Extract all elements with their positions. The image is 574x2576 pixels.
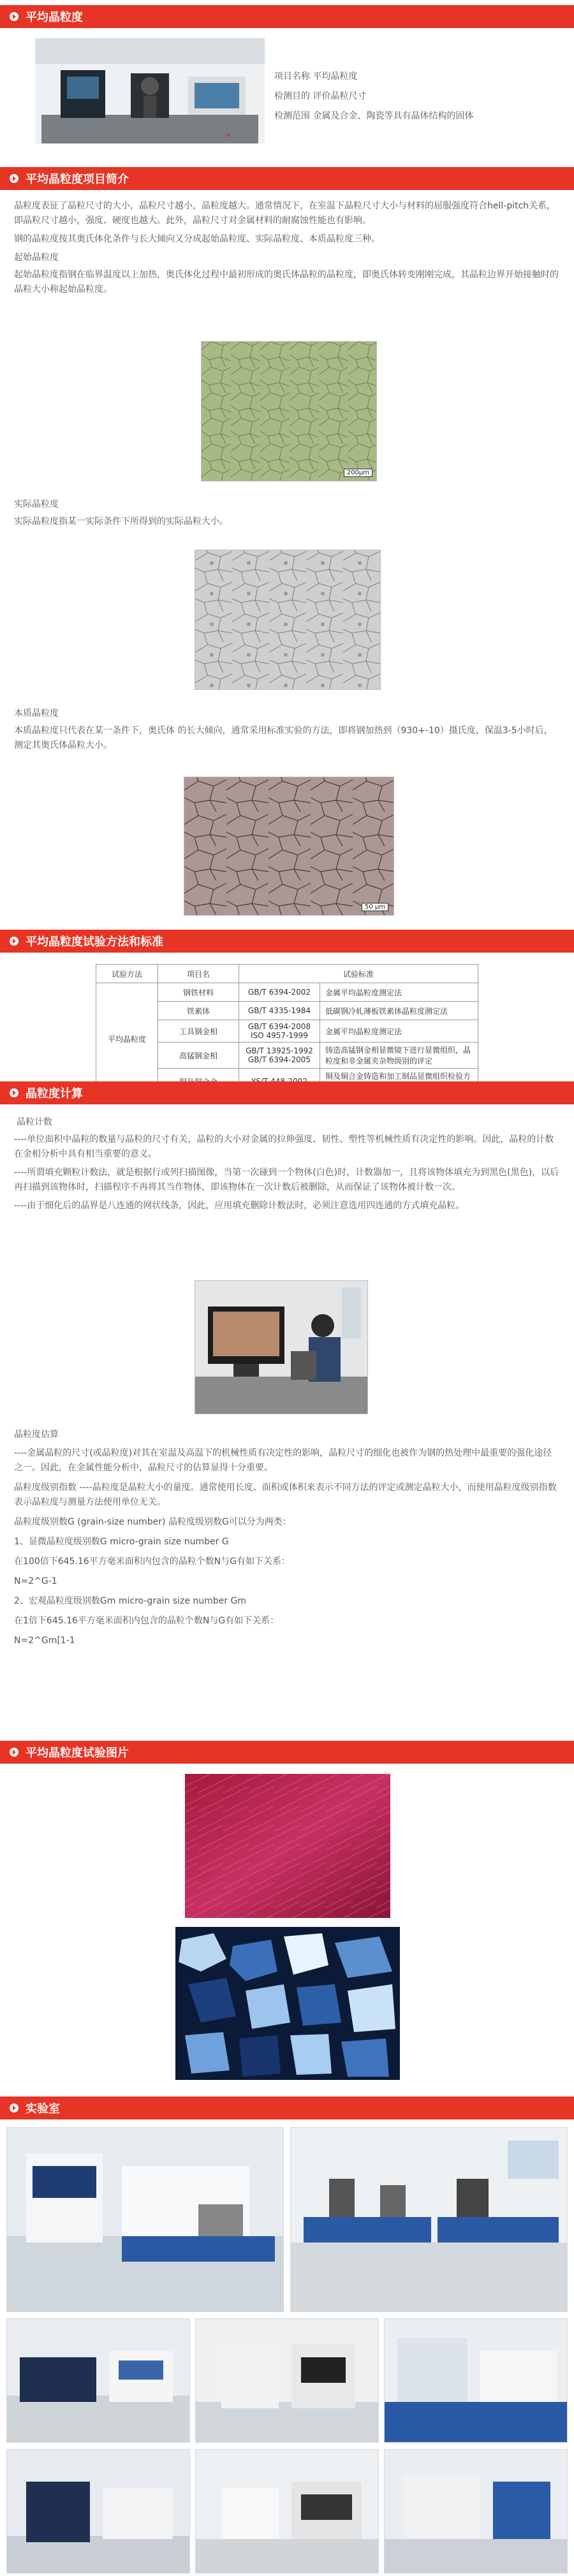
lab-photo — [6, 2127, 284, 2312]
purpose: 检测目的 评价晶粒尺寸 — [274, 91, 367, 101]
code-cell: GB/T 13925-1992 GB/T 6394-2005 — [239, 1043, 320, 1069]
micrograph-actual — [195, 550, 381, 690]
formula-2: N=2^Gm[1-1 — [14, 1636, 75, 1646]
code-cell: GB/T 4335-1984 — [239, 1002, 320, 1020]
intrinsic-heading: 本质晶粒度 — [14, 708, 59, 719]
desc-cell: 铜及铜合金铸造和加工制品显微组织检验方 — [320, 1069, 478, 1095]
table-header: 试验标准 — [239, 965, 478, 983]
header-photo — [35, 38, 265, 143]
arrow-icon — [9, 1088, 19, 1098]
section-header-images — [0, 1741, 574, 1764]
header-info — [274, 67, 473, 126]
estimation-3: 晶粒度级别数G (grain-size number) 晶粒度级别数G可以分为两类： — [14, 1517, 291, 1527]
lab-photo — [195, 2449, 379, 2573]
intro-paragraph-2: 钢的晶粒度按其奥氏体化条件与长大倾向又分成起始晶粒度、实际晶粒度、本质晶粒度三种。 — [14, 234, 380, 244]
section-title: 晶粒度计算 — [26, 1087, 83, 1101]
item-cell: 高锰钢金相 — [158, 1043, 239, 1069]
standards-table — [96, 964, 478, 1095]
section-title: 平均晶粒度试验方法和标准 — [26, 935, 163, 949]
desc-cell: 金属平均晶粒度测定法 — [320, 983, 478, 1002]
table-header: 项目名 — [158, 965, 239, 983]
arrow-icon — [9, 11, 19, 22]
estimation-5: 在100倍下645.16平方毫米面积内包含的晶粒个数N与G有如下关系： — [14, 1556, 291, 1567]
lab-photo-grid — [0, 2127, 574, 2576]
table-header: 试验方法 — [96, 965, 158, 983]
estimation-heading: 晶粒度估算 — [14, 1430, 59, 1440]
arrow-icon — [9, 936, 19, 946]
desc-cell: 金属平均晶粒度测定法 — [320, 1020, 478, 1043]
estimation-8: 在1倍下645.16平方毫米面积内包含的晶粒个数N与G有如下关系： — [14, 1616, 279, 1626]
intro-paragraph-1: 晶粒度表征了晶粒尺寸的大小，晶粒尺寸越小，晶粒度越大。通常情况下，在室温下晶粒尺寸大小与材料的屈服强度符合hell-pitch关系，即晶粒尺寸越小，强度、硬度也越大。此外，晶粒尺寸对金属材料的耐腐蚀性能也有影响。 — [14, 201, 556, 226]
item-name: 项目名称 平均晶粒度 — [274, 71, 358, 82]
item-cell: 钢铁材料 — [158, 983, 239, 1002]
test-image-blue — [175, 1927, 400, 2080]
start-paragraph: 起始晶粒度指钢在临界温度以上加热，奥氏体化过程中最初形成的奥氏体晶粒的晶粒度，即奥氏体转变刚刚完成，其晶粒边界开始接触时的晶粒大小称起始晶粒度。 — [14, 270, 559, 295]
section-title: 平均晶粒度 — [26, 11, 83, 24]
section-header-standards — [0, 930, 574, 953]
scale-bar-label: 200μm — [344, 469, 372, 477]
section-title: 实验室 — [26, 2102, 60, 2116]
estimation-7: 2、宏观晶粒度级别数Gm micro-grain size number Gm — [14, 1596, 246, 1606]
section-header-intro — [0, 167, 574, 190]
section-header-lab — [0, 2097, 574, 2119]
actual-paragraph: 实际晶粒度指某一实际条件下所得到的实际晶粒大小。 — [14, 516, 228, 527]
desc-cell: 铸造高锰钢金相显微镜下进行显微组织，晶粒度和非金属夹杂物级别的评定 — [320, 1043, 478, 1069]
desc-cell: 低碳钢冷轧薄板铁素体晶粒度测定法 — [320, 1002, 478, 1020]
micrograph-intrinsic — [184, 777, 394, 916]
test-image-red — [185, 1774, 390, 1918]
grain-count-heading: 晶粒计数 — [17, 1117, 52, 1127]
code-cell: GB/T 6394-2002 — [239, 983, 320, 1002]
lab-photo — [195, 2318, 379, 2443]
method-cell: 平均晶粒度 — [96, 983, 158, 1095]
lab-photo-microscope — [195, 1280, 368, 1414]
scope: 检测范围 金属及合金、陶瓷等具有晶体结构的固体 — [274, 111, 474, 121]
section-header-calculation — [0, 1081, 574, 1104]
estimation-2: 晶粒度级别指数 ----晶粒度是晶粒大小的量度。通常使用长度、面积或体积来表示不同方法的评定或测定晶粒大小，而使用晶粒度级别指数表示晶粒度与测量方法使用单位无关。 — [14, 1482, 557, 1507]
code-cell: GB/T 6394-2008 ISO 4957-1999 — [239, 1020, 320, 1043]
micrograph-start — [201, 341, 377, 481]
arrow-icon — [9, 2103, 19, 2113]
section-title: 平均晶粒度试验图片 — [26, 1746, 129, 1760]
start-heading: 起始晶粒度 — [14, 252, 59, 263]
lab-photo — [384, 2318, 568, 2443]
lab-photo — [6, 2449, 190, 2573]
actual-heading: 实际晶粒度 — [14, 499, 59, 509]
table-row — [96, 983, 478, 1002]
arrow-icon — [9, 173, 19, 184]
lab-photo — [290, 2127, 568, 2312]
estimation-1: ----金属晶粒的尺寸(或晶粒度)对其在室温及高温下的机械性质有决定性的影响，晶粒尺寸的细化也被作为钢的热处理中最重要的强化途径之一。因此，在金属性能分析中，晶粒尺寸的估算显得十分重要。 — [14, 1448, 552, 1473]
item-cell: 工具钢金相 — [158, 1020, 239, 1043]
estimation-4: 1、显微晶粒度级别数G micro-grain size number G — [14, 1537, 229, 1547]
section-title: 平均晶粒度项目简介 — [26, 173, 129, 186]
section-header-grain-size — [0, 5, 574, 28]
scale-bar-label: 50 μm — [362, 903, 388, 911]
lab-photo — [6, 2318, 190, 2443]
grain-count-line-2: ----所谓填充颗粒计数法，就是根据行或列扫描图像，当第一次碰到一个物体(白色)时，计数器加一，且将该物体填充为到黑色(黑色)，以后再扫描到该物体时，扫描程序不再将其当作物体，即该物体在一次计数后被删除，从而保证了该物体被计数一次。 — [14, 1167, 559, 1192]
formula-1: N=2^G-1 — [14, 1576, 57, 1586]
grain-count-line-3: ----由于细化后的晶界是八连通的网状线条，因此，应用填充删除计数法时，必须注意选用四连通的方式填充晶粒。 — [14, 1201, 465, 1211]
intrinsic-paragraph: 本质晶粒度只代表在某一条件下，奥氏体 的长大倾向，通常采用标准实验的方法，即将钢加热到（930+-10）摄氏度，保温3-5小时后，测定其奥氏体晶粒大小。 — [14, 726, 553, 750]
grain-count-line-1: ----单位面积中晶粒的数量与晶粒的尺寸有关，晶粒的大小对金属的拉伸强度、韧性、塑性等机械性质有决定性的影响。因此，晶粒的计数在金相分析中具有相当重要的意义。 — [14, 1134, 554, 1159]
arrow-icon — [9, 1747, 19, 1757]
item-cell: 铁素体 — [158, 1002, 239, 1020]
svg-text:●: ● — [226, 131, 231, 139]
lab-photo — [384, 2449, 568, 2573]
